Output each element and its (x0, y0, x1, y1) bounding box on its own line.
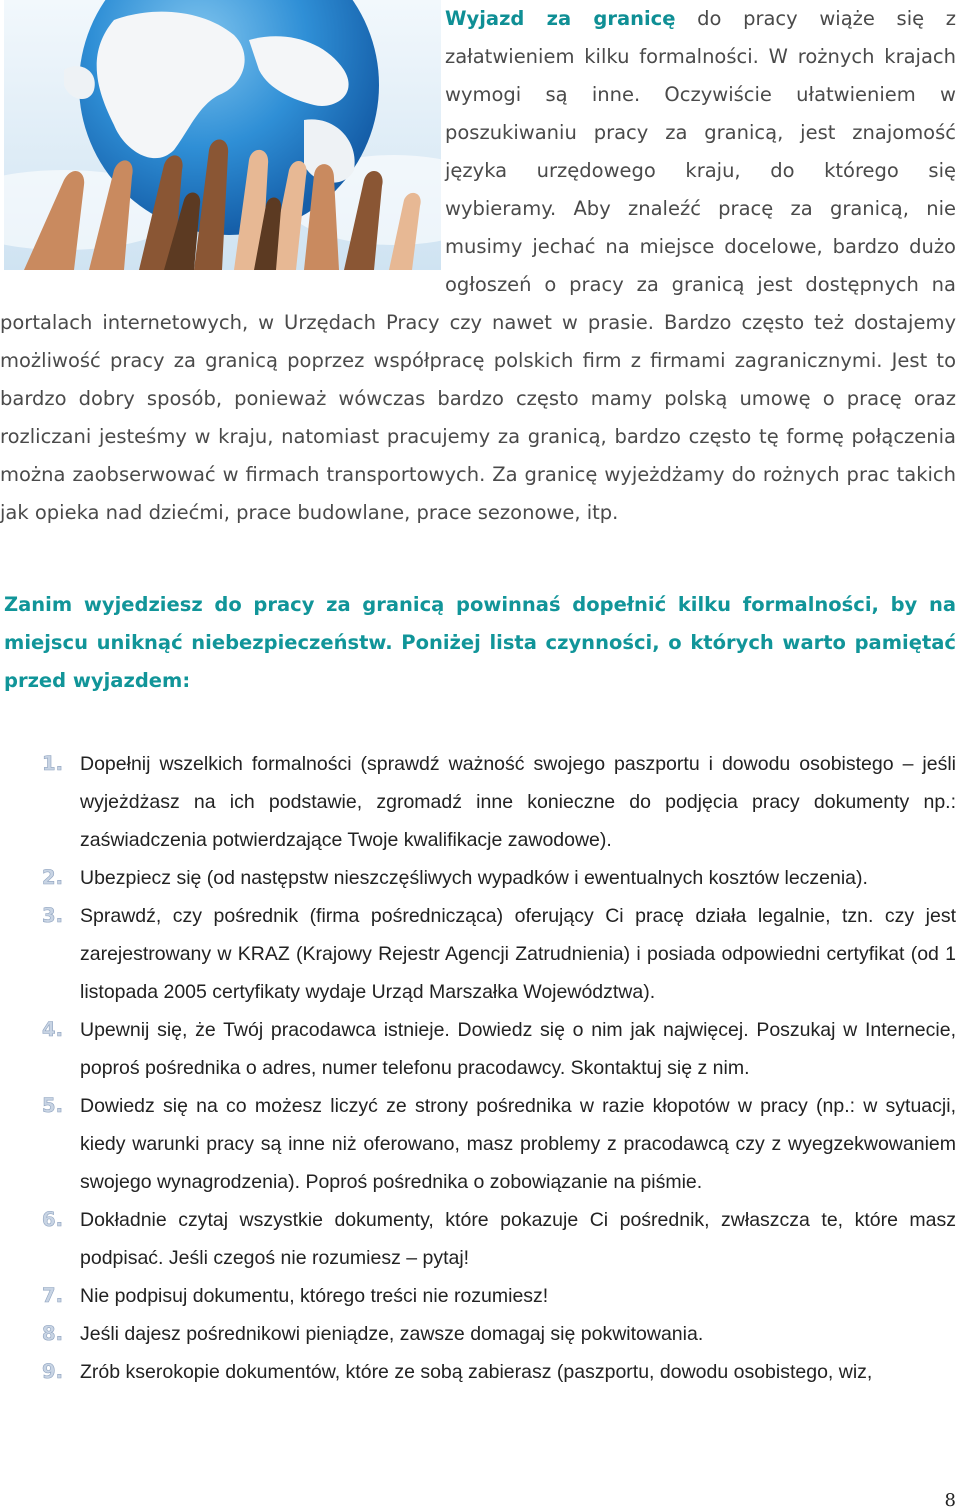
image-float-space (0, 0, 445, 298)
list-number: 7. (42, 1284, 63, 1307)
list-item-text: Jeśli dajesz pośrednikowi pieniądze, zawsze domagaj się pokwitowania. (80, 1323, 704, 1345)
list-item-text: Dowiedz się na co możesz liczyć ze strony pośrednika w razie kłopotów w pracy (np.: w sytuacji, kiedy warunki pracy są inne niż oferowano, masz problemy z pracodawcą czy z wyegzekwowaniem swojego wynagrodzenia). Poproś pośrednika o zobowiązanie na piśmie. (80, 1095, 956, 1193)
checklist (0, 745, 956, 1391)
list-number: 9. (42, 1360, 63, 1383)
list-item-text: Zrób kserokopie dokumentów, które ze sobą zabierasz (paszportu, dowodu osobistego, wiz, (80, 1361, 873, 1383)
intro-paragraph (0, 0, 956, 532)
list-number: 3. (42, 904, 63, 927)
list-item (0, 1011, 956, 1087)
list-number: 8. (42, 1322, 63, 1345)
list-item (0, 1201, 956, 1277)
list-item-text: Upewnij się, że Twój pracodawca istnieje. Dowiedz się o nim jak najwięcej. Poszukaj w Internecie, poproś pośrednika o adres, numer telefonu pracodawcy. Skontaktuj się z nim. (80, 1019, 956, 1079)
page-number: 8 (944, 1490, 956, 1511)
intro-body: do pracy wiąże się z załatwieniem kilku formalności. W rożnych krajach wymogi są inne. Oczywiście ułatwieniem w poszukiwaniu pracy za granicą, jest znajomość języka urzędowego kraju, do którego się wybieramy. Aby znaleźć pracę za granicą, nie musimy jechać na miejsce docelowe, bardzo dużo ogłoszeń o pracy za granicą jest dostępnych na portalach internetowych, w Urzędach Pracy czy nawet w prasie. Bardzo często też dostajemy możliwość pracy za granicą poprzez współpracę polskich firm z firmami zagranicznymi. Jest to bardzo dobry sposób, ponieważ wówczas bardzo często mamy polską umowę o pracę oraz rozliczani jesteśmy w kraju, natomiast pracujemy za granicą, bardzo często tę formę połączenia można zaobserwować w firmach transportowych. Za granicę wyjeżdżamy do rożnych prac takich jak opieka nad dziećmi, prace budowlane, prace sezonowe, itp. (0, 7, 956, 524)
list-item-text: Sprawdź, czy pośrednik (firma pośrednicząca) oferujący Ci pracę działa legalnie, tzn. czy jest zarejestrowany w KRAZ (Krajowy Rejestr Agencji Zatrudnienia) i posiada odpowiedni certyfikat (od 1 listopada 2005 certyfikaty wydaje Urząd Marszałka Województwa). (80, 905, 956, 1003)
list-item-text: Nie podpisuj dokumentu, którego treści nie rozumiesz! (80, 1285, 549, 1307)
section-heading: Zanim wyjedziesz do pracy za granicą powinnaś dopełnić kilku formalności, by na miejscu uniknąć niebezpieczeństw. Poniżej lista czynności, o których warto pamiętać przed wyjazdem: (4, 593, 956, 692)
list-number: 1. (42, 752, 63, 775)
intro-lead: Wyjazd za granicę (445, 7, 676, 30)
list-item (0, 1353, 956, 1391)
list-item (0, 1277, 956, 1315)
list-number: 6. (42, 1208, 63, 1231)
list-item (0, 1315, 956, 1353)
list-item (0, 1087, 956, 1201)
list-item (0, 745, 956, 859)
list-item-text: Ubezpiecz się (od następstw nieszczęśliwych wypadków i ewentualnych kosztów leczenia). (80, 867, 868, 889)
list-number: 2. (42, 866, 63, 889)
list-item-text: Dopełnij wszelkich formalności (sprawdź ważność swojego paszportu i dowodu osobistego – jeśli wyjeżdżasz na ich podstawie, zgromadź inne konieczne do podjęcia pracy dokumenty np.: zaświadczenia potwierdzające Twoje kwalifikacje zawodowe). (80, 753, 956, 851)
list-item (0, 859, 956, 897)
list-item-text: Dokładnie czytaj wszystkie dokumenty, które pokazuje Ci pośrednik, zwłaszcza te, które masz podpisać. Jeśli czegoś nie rozumiesz – pytaj! (80, 1209, 956, 1269)
list-number: 5. (42, 1094, 63, 1117)
list-number: 4. (42, 1018, 63, 1041)
list-item (0, 897, 956, 1011)
